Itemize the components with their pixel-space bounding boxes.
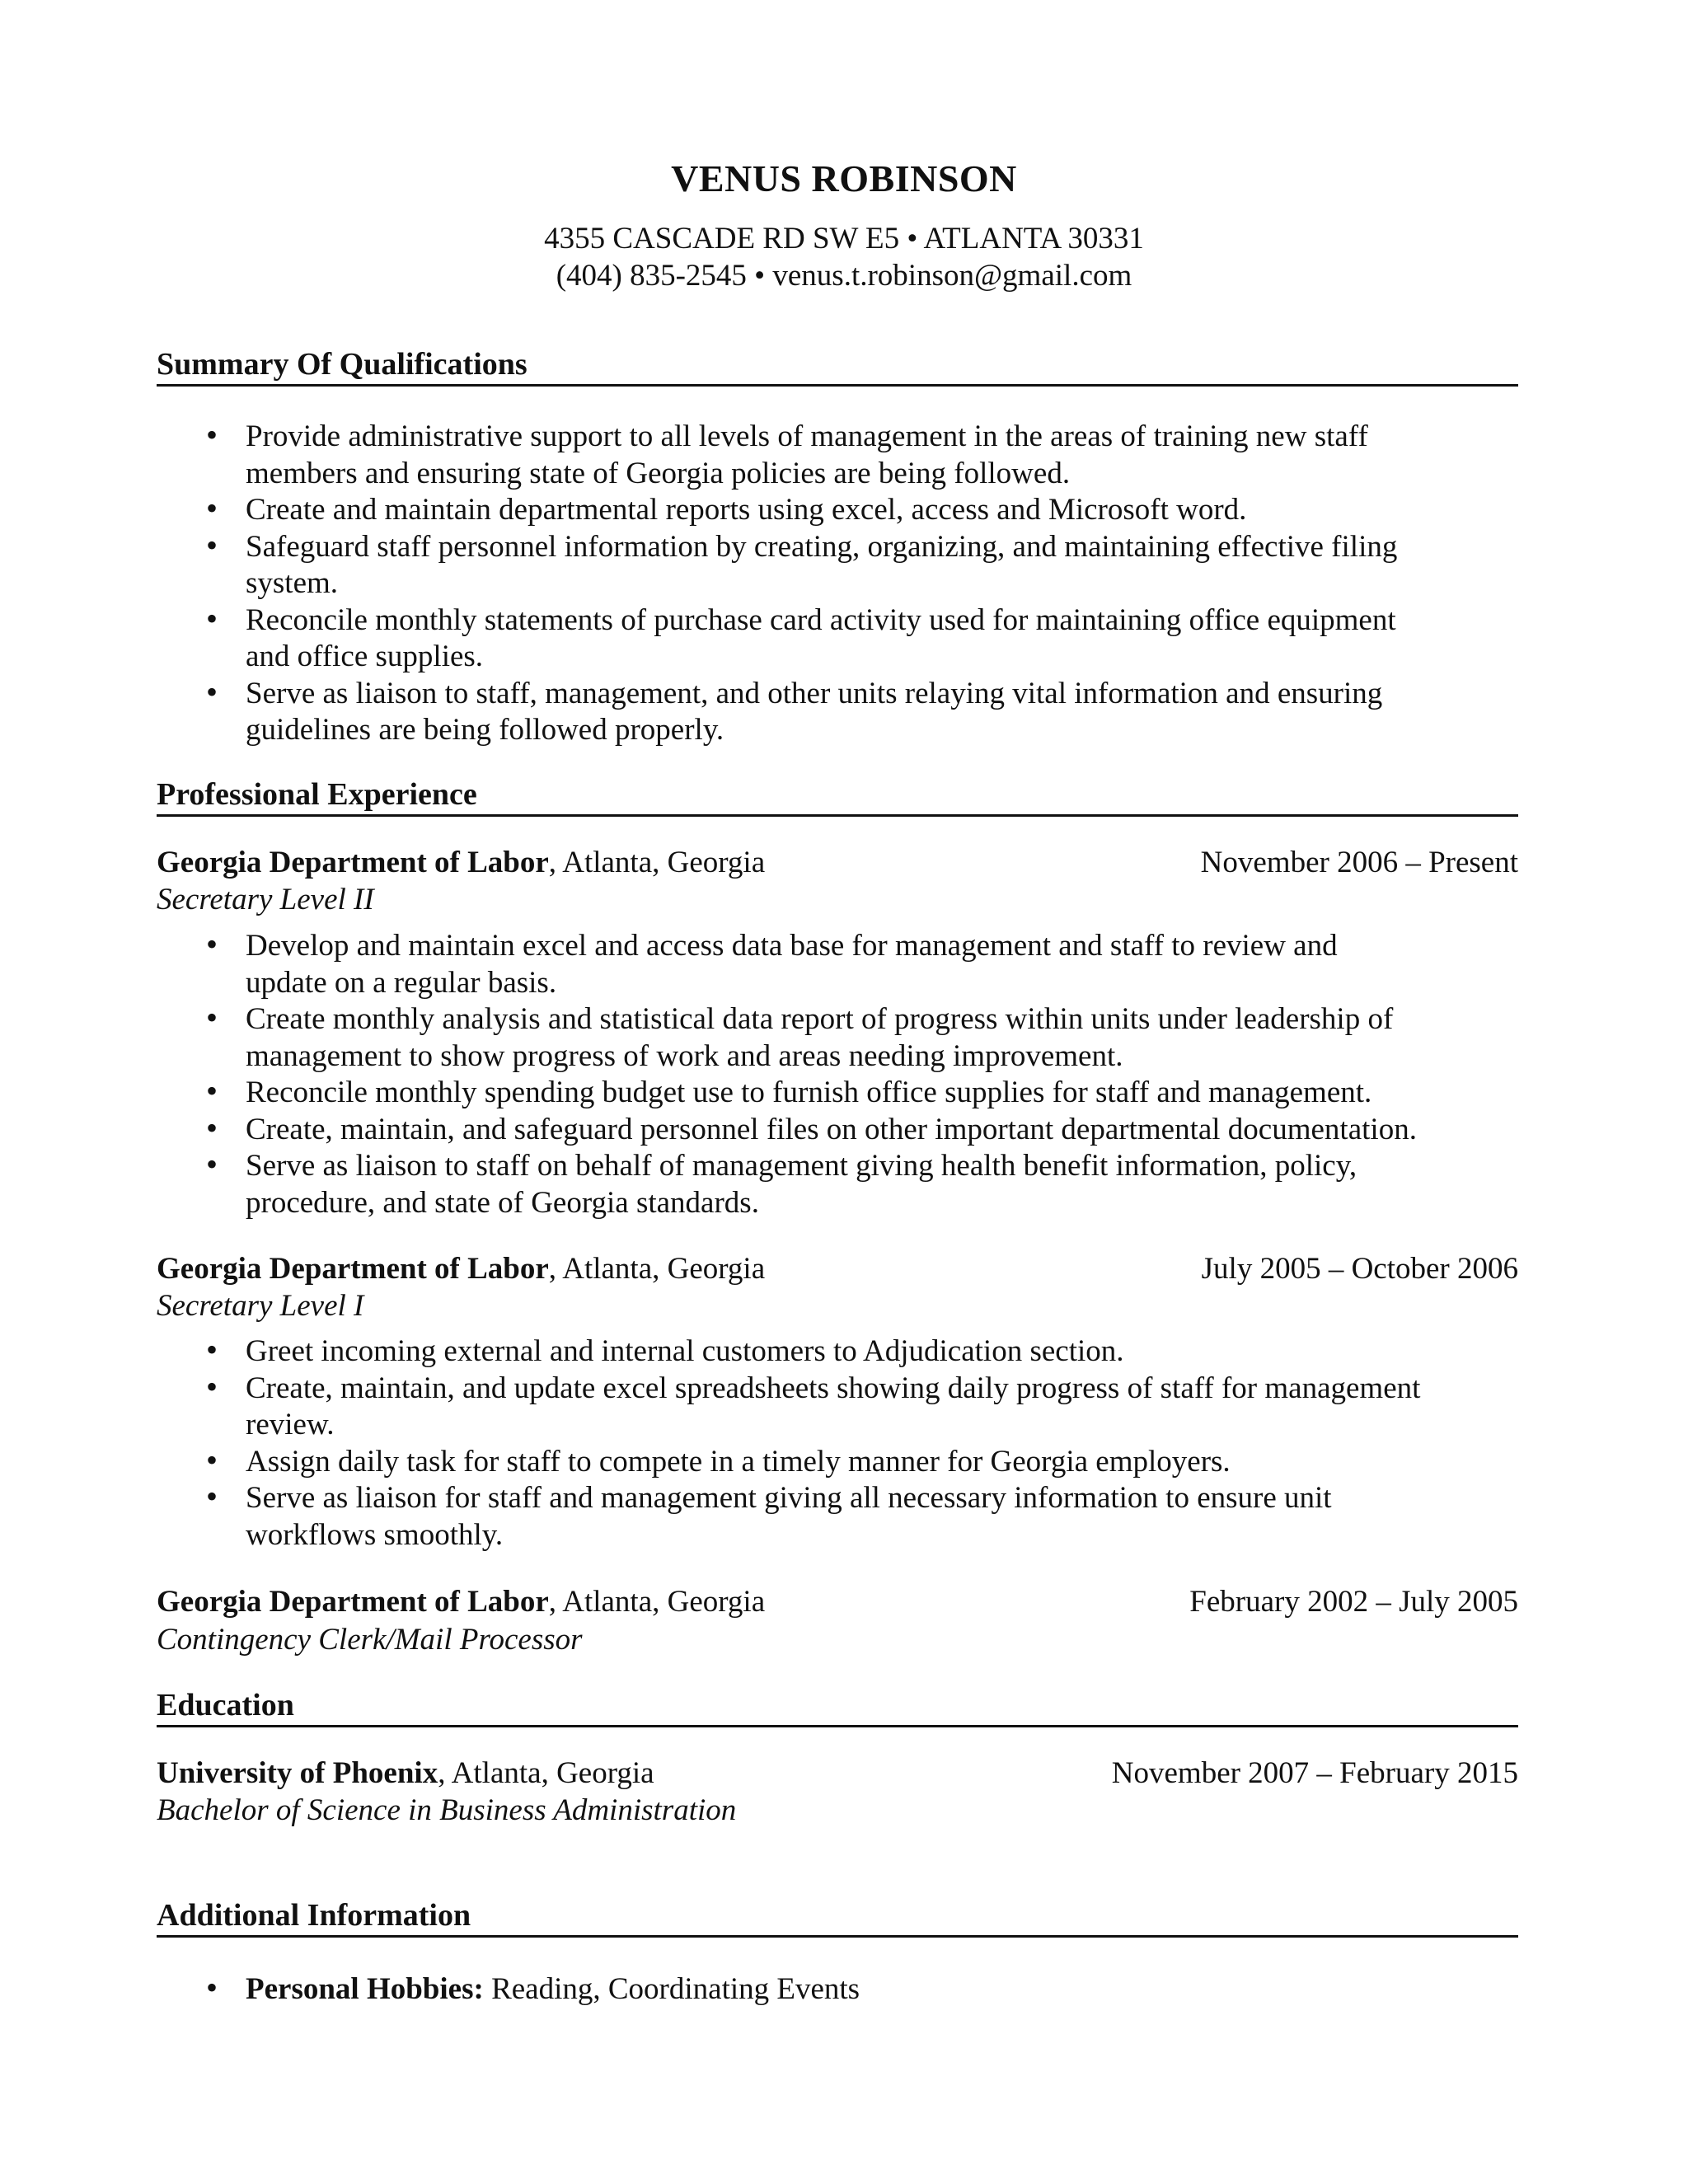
job-header bbox=[157, 845, 1518, 881]
section-heading-education: Education bbox=[157, 1687, 1518, 1727]
school-name: University of Phoenix bbox=[157, 1756, 438, 1790]
job-header bbox=[157, 1584, 1518, 1620]
bullet-icon: • bbox=[206, 926, 218, 963]
bullet-icon: • bbox=[206, 1331, 218, 1368]
bullet-text: Serve as liaison for staff and management giving all necessary information to ensure unit bbox=[246, 1481, 1332, 1515]
bullet-text: Greet incoming external and internal customers to Adjudication section. bbox=[246, 1334, 1124, 1368]
job-dates: July 2005 – October 2006 bbox=[1201, 1252, 1518, 1286]
list-item bbox=[157, 1367, 1525, 1444]
candidate-name: VENUS ROBINSON bbox=[671, 157, 1017, 199]
list-item bbox=[157, 1971, 1525, 2008]
bullet-text: workflows smoothly. bbox=[246, 1517, 504, 1552]
section-heading-summary: Summary Of Qualifications bbox=[157, 346, 1518, 387]
bullet-text: review. bbox=[246, 1408, 335, 1441]
list-item bbox=[157, 1072, 1525, 1112]
section-heading-experience: Professional Experience bbox=[157, 776, 1518, 817]
bullet-text: Create and maintain departmental reports using excel, access and Microsoft word. bbox=[246, 493, 1247, 527]
bullet-icon: • bbox=[206, 1108, 218, 1146]
bullet-icon: • bbox=[206, 416, 218, 453]
bullet-icon: • bbox=[206, 999, 218, 1036]
list-item bbox=[157, 526, 1525, 602]
employer-location: , Atlanta, Georgia bbox=[548, 846, 766, 879]
job-title: Contingency Clerk/Mail Processor bbox=[157, 1623, 583, 1657]
list-item bbox=[157, 928, 1525, 1001]
list-item bbox=[157, 1333, 1525, 1371]
list-item bbox=[157, 599, 1525, 676]
bullet-text: Develop and maintain excel and access data base for management and staff to review and bbox=[246, 929, 1338, 963]
bullet-text: guidelines are being followed properly. bbox=[246, 713, 724, 747]
bullet-icon: • bbox=[206, 1441, 218, 1479]
bullet-text: system. bbox=[246, 566, 339, 600]
bullet-text: Serve as liaison to staff, management, and other units relaying vital information and ensuring bbox=[246, 676, 1383, 710]
bullet-text: members and ensuring state of Georgia policies are being followed. bbox=[246, 456, 1071, 490]
bullet-icon: • bbox=[206, 490, 218, 527]
degree-title: Bachelor of Science in Business Administration bbox=[157, 1793, 737, 1827]
job-title: Secretary Level I bbox=[157, 1289, 364, 1323]
education-dates: November 2007 – February 2015 bbox=[1111, 1756, 1518, 1790]
list-item bbox=[157, 1148, 1525, 1221]
bullet-text: Safeguard staff personnel information by creating, organizing, and maintaining effective filing bbox=[246, 529, 1398, 564]
employer-location: , Atlanta, Georgia bbox=[548, 1252, 766, 1286]
employer-name: Georgia Department of Labor bbox=[157, 1252, 549, 1286]
employer-location: , Atlanta, Georgia bbox=[548, 1585, 766, 1619]
job-dates: February 2002 – July 2005 bbox=[1189, 1585, 1518, 1619]
employer-name: Georgia Department of Labor bbox=[157, 1585, 549, 1619]
bullet-icon: • bbox=[206, 1478, 218, 1515]
hobbies-label: Personal Hobbies: bbox=[246, 1972, 484, 2006]
list-item bbox=[157, 1441, 1525, 1481]
bullet-text: update on a regular basis. bbox=[246, 965, 557, 1000]
bullet-text: and office supplies. bbox=[246, 640, 484, 673]
section-heading-additional: Additional Information bbox=[157, 1897, 1518, 1938]
list-item bbox=[157, 673, 1525, 749]
list-item bbox=[157, 492, 1525, 529]
phone-email-line: (404) 835-2545 • venus.t.robinson@gmail.com bbox=[556, 259, 1132, 293]
bullet-text: Create, maintain, and update excel spreadsheets showing daily progress of staff for management bbox=[246, 1371, 1421, 1405]
list-item bbox=[157, 1480, 1525, 1554]
bullet-icon: • bbox=[206, 673, 218, 710]
bullet-text: Create, maintain, and safeguard personnel files on other important departmental documentation. bbox=[246, 1112, 1417, 1146]
list-item bbox=[157, 416, 1525, 492]
education-header bbox=[157, 1755, 1518, 1792]
job-duties-list bbox=[157, 928, 1525, 1221]
bullet-text: Reconcile monthly spending budget use to furnish office supplies for staff and management. bbox=[246, 1076, 1372, 1109]
address-line: 4355 CASCADE RD SW E5 • ATLANTA 30331 bbox=[544, 222, 1144, 255]
bullet-text: procedure, and state of Georgia standards. bbox=[246, 1185, 759, 1220]
bullet-text: Reconcile monthly statements of purchase card activity used for maintaining office equipment bbox=[246, 602, 1396, 637]
employer-name: Georgia Department of Labor bbox=[157, 846, 549, 879]
bullet-icon: • bbox=[206, 1072, 218, 1109]
summary-list bbox=[157, 416, 1525, 749]
hobbies-value: Reading, Coordinating Events bbox=[483, 1972, 860, 2006]
bullet-text: management to show progress of work and areas needing improvement. bbox=[246, 1038, 1123, 1073]
bullet-text: Assign daily task for staff to compete in a timely manner for Georgia employers. bbox=[246, 1444, 1231, 1479]
job-title: Secretary Level II bbox=[157, 883, 374, 916]
bullet-icon: • bbox=[206, 526, 218, 564]
bullet-text: Serve as liaison to staff on behalf of management giving health benefit information, policy, bbox=[246, 1149, 1357, 1183]
list-item bbox=[157, 1001, 1525, 1075]
bullet-text: Provide administrative support to all levels of management in the areas of training new staff bbox=[246, 419, 1368, 453]
bullet-icon: • bbox=[206, 599, 218, 637]
bullet-icon: • bbox=[206, 1146, 218, 1183]
bullet-icon: • bbox=[206, 1367, 218, 1405]
list-item bbox=[157, 1108, 1525, 1149]
job-header bbox=[157, 1251, 1518, 1287]
additional-list bbox=[157, 1971, 1525, 2008]
bullet-text: Create monthly analysis and statistical data report of progress within units under leadership of bbox=[246, 1002, 1394, 1036]
school-location: , Atlanta, Georgia bbox=[438, 1756, 654, 1790]
job-dates: November 2006 – Present bbox=[1200, 846, 1518, 879]
bullet-icon: • bbox=[206, 1969, 218, 2006]
job-duties-list bbox=[157, 1333, 1525, 1554]
